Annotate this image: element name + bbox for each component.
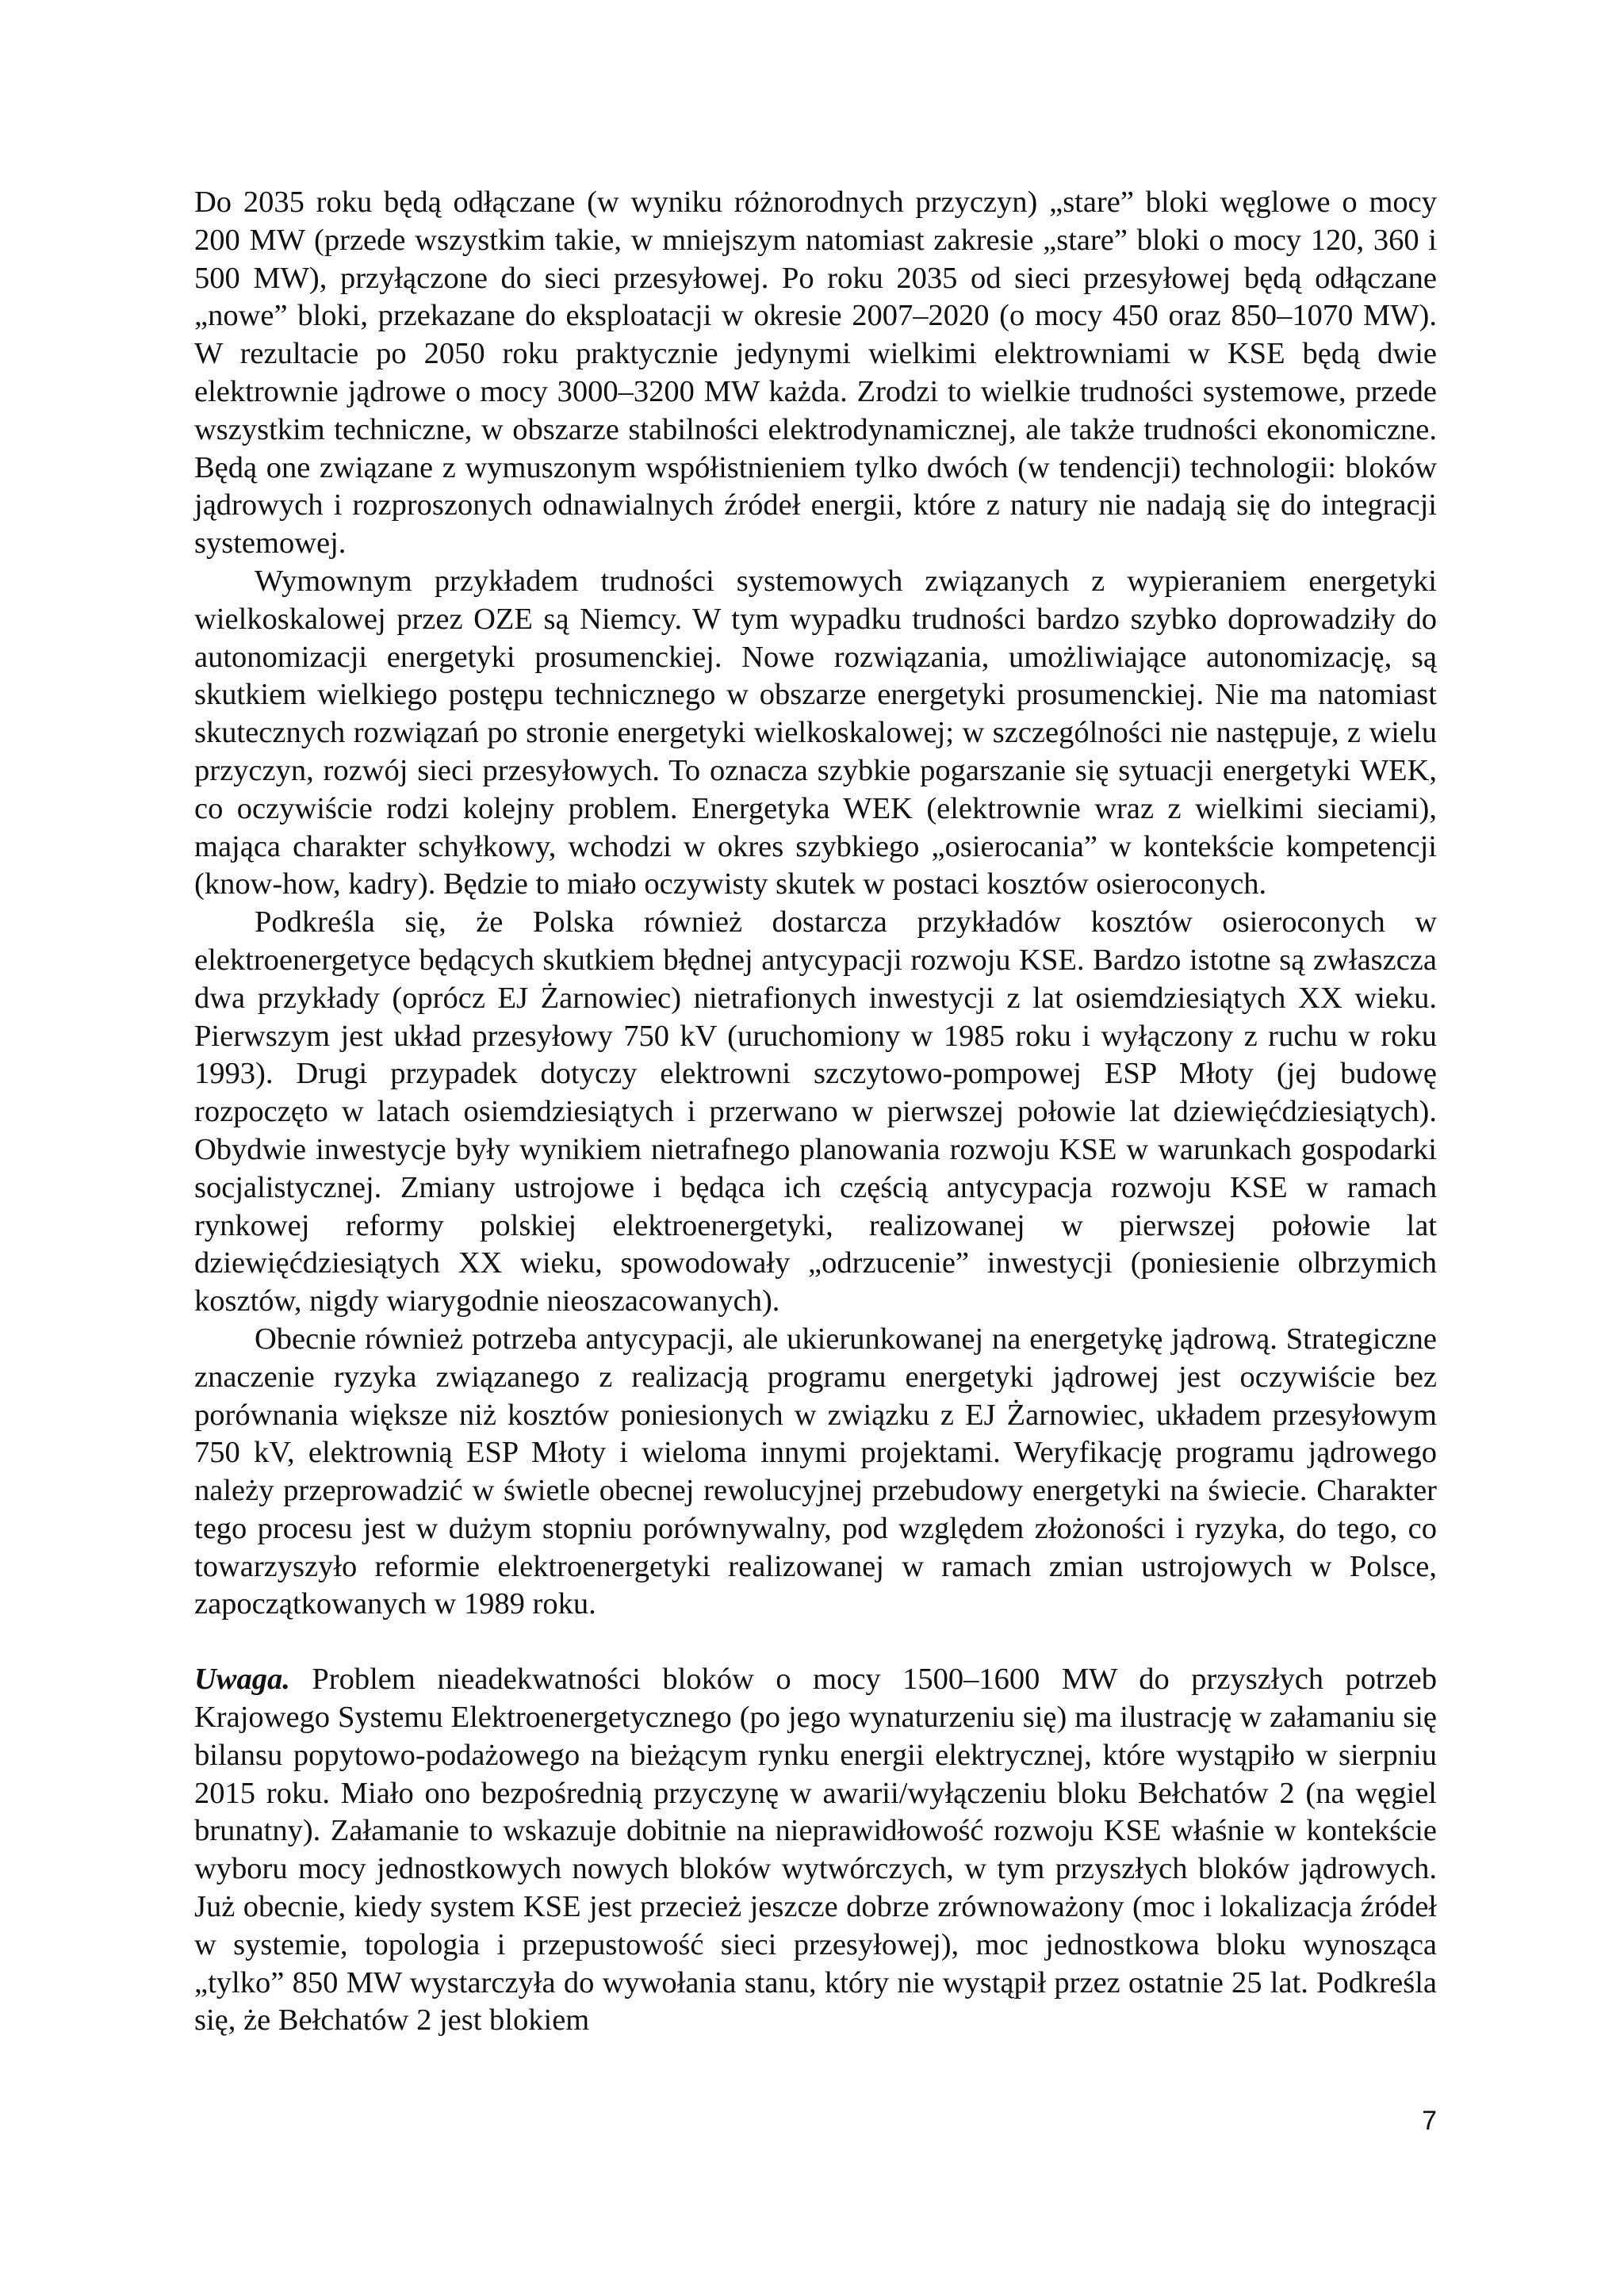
paragraph-4: Obecnie również potrzeba antycypacji, ale ukierunkowanej na energetykę jądrową. Strategiczne znaczenie ryzyka związanego z realizacją programu energetyki jądrowej jest oczywiście bez porównania większe niż kosztów poniesionych w związku z EJ Żarnowiec, układem przesyłowym 750 kV, elektrownią ESP Młoty i wieloma innymi projektami. Weryfikację programu jądrowego należy przeprowadzić w świetle obecnej rewolucyjnej przebudowy energetyki na świecie. Charakter tego procesu jest w dużym stopniu porównywalny, pod względem złożoności i ryzyka, do tego, co towarzyszyło reformie elektroenergetyki realizowanej w ramach zmian ustrojowych w Polsce, zapoczątkowanych w 1989 roku.	[194, 1322, 1437, 1621]
note-text: Problem nieadekwatności bloków o mocy 1500–1600 MW do przyszłych potrzeb Krajowego Systemu Elektroenergetycznego (po jego wynaturzeniu się) ma ilustrację w załamaniu się bilansu popytowo-podażowego na bieżącym rynku energii elektrycznej, które wystąpiło w sierpniu 2015 roku. Miało ono bezpośrednią przyczynę w awarii/wyłączeniu bloku Bełchatów 2 (na węgiel brunatny). Załamanie to wskazuje dobitnie na nieprawidłowość rozwoju KSE właśnie w kontekście wyboru mocy jednostkowych nowych bloków wytwórczych, w tym przyszłych bloków jądrowych. Już obecnie, kiedy system KSE jest przecież jeszcze dobrze zrównoważony (moc i lokalizacja źródeł w systemie, topologia i przepustowość sieci przesyłowej), moc jednostkowa bloku wynosząca „tylko” 850 MW wystarczyła do wywołania stanu, który nie wystąpił przez ostatnie 25 lat. Podkreśla się, że Bełchatów 2 jest blokiem	[194, 1663, 1437, 2038]
paragraph-1: Do 2035 roku będą odłączane (w wyniku różnorodnych przyczyn) „stare” bloki węglowe o mocy 200 MW (przede wszystkim takie, w mniejszym natomiast zakresie „stare” bloki o mocy 120, 360 i 500 MW), przyłączone do sieci przesyłowej. Po roku 2035 od sieci przesyłowej będą odłączane „nowe” bloki, przekazane do eksploatacji w okresie 2007–2020 (o mocy 450 oraz 850–1070 MW). W rezultacie po 2050 roku praktycznie jedynymi wielkimi elektrowniami w KSE będą dwie elektrownie jądrowe o mocy 3000–3200 MW każda. Zrodzi to wielkie trudności systemowe, przede wszystkim techniczne, w obszarze stabilności elektrodynamicznej, ale także trudności ekonomiczne. Będą one związane z wymuszonym współistnieniem tylko dwóch (w tendencji) technologii: bloków jądrowych i rozproszonych odnawialnych źródeł energii, które z natury nie nadają się do integracji systemowej.	[194, 186, 1437, 561]
page-number: 7	[1422, 2106, 1437, 2136]
note-label: Uwaga.	[194, 1663, 290, 1697]
body-text	[194, 184, 1437, 2040]
paragraph-3: Podkreśla się, że Polska również dostarcza przykładów kosztów osieroconych w elektroenergetyce będących skutkiem błędnej antycypacji rozwoju KSE. Bardzo istotne są zwłaszcza dwa przykłady (oprócz EJ Żarnowiec) nietrafionych inwestycji z lat osiemdziesiątych XX wieku. Pierwszym jest układ przesyłowy 750 kV (uruchomiony w 1985 roku i wyłączony z ruchu w roku 1993). Drugi przypadek dotyczy elektrowni szczytowo-pompowej ESP Młoty (jej budowę rozpoczęto w latach osiemdziesiątych i przerwano w pierwszej połowie lat dziewięćdziesiątych). Obydwie inwestycje były wynikiem nietrafnego planowania rozwoju KSE w warunkach gospodarki socjalistycznej. Zmiany ustrojowe i będąca ich częścią antycypacja rozwoju KSE w ramach rynkowej reformy polskiej elektroenergetyki, realizowanej w pierwszej połowie lat dziewięćdziesiątych XX wieku, spowodowały „odrzucenie” inwestycji (poniesienie olbrzymich kosztów, nigdy wiarygodnie nieoszacowanych).	[194, 905, 1437, 1318]
paragraph-2: Wymownym przykładem trudności systemowych związanych z wypieraniem energetyki wielkoskalowej przez OZE są Niemcy. W tym wypadku trudności bardzo szybko doprowadziły do autonomizacji energetyki prosumenckiej. Nowe rozwiązania, umożliwiające autonomizację, są skutkiem wielkiego postępu technicznego w obszarze energetyki prosumenckiej. Nie ma natomiast skutecznych rozwiązań po stronie energetyki wielkoskalowej; w szczególności nie następuje, z wielu przyczyn, rozwój sieci przesyłowych. To oznacza szybkie pogarszanie się sytuacji energetyki WEK, co oczywiście rodzi kolejny problem. Energetyka WEK (elektrownie wraz z wielkimi sieciami), mająca charakter schyłkowy, wchodzi w okres szybkiego „osierocania” w kontekście kompetencji (know-how, kadry). Będzie to miało oczywisty skutek w postaci kosztów osieroconych.	[194, 564, 1437, 901]
note-paragraph	[194, 1661, 1437, 2040]
